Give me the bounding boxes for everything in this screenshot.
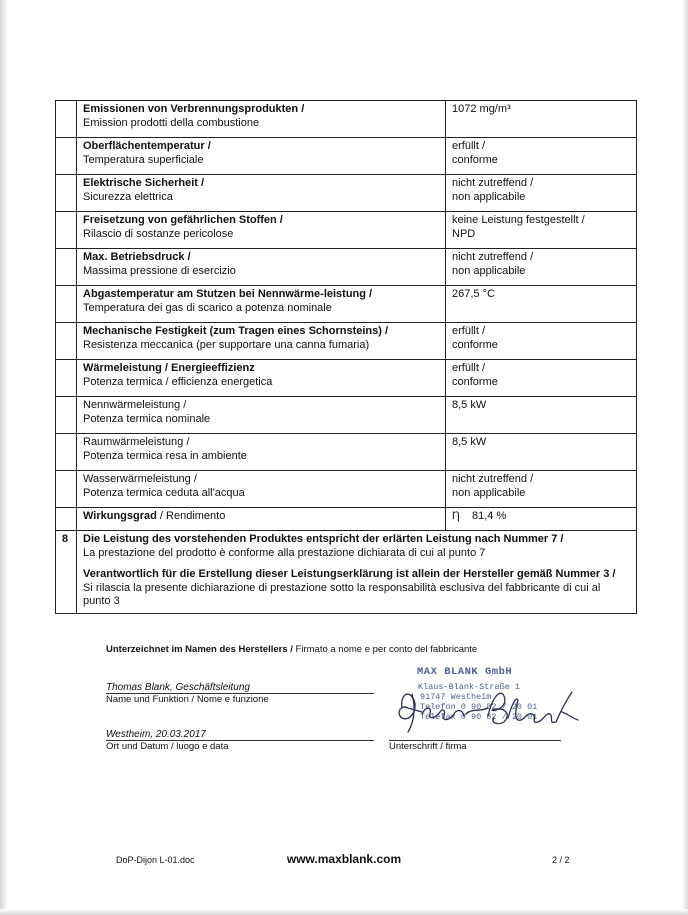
property-name-de: Max. Betriebsdruck / <box>83 251 191 263</box>
property-name-de: Wärmeleistung / Energieeffizienz <box>83 362 255 374</box>
property-name-it: / Rendimento <box>156 510 226 522</box>
footer-website: www.maxblank.com <box>286 852 402 866</box>
property-value: nicht zutreffend / <box>452 473 534 485</box>
property-name-it: Potenza termica / efficienza energetica <box>83 375 273 388</box>
stamp-fax: Telefax 0 90 82 / 20 01 <box>420 712 538 722</box>
conformity-statement-de: Die Leistung des vorstehenden Produktes entspricht der erlärten Leistung nach Nummer 7 / <box>83 533 564 545</box>
property-name-de: Raumwärmeleistung / <box>83 436 190 448</box>
signed-on-behalf: Unterzeichnet im Namen des Herstellers / Firmato a nome e per conto del fabbricante <box>106 644 478 655</box>
table-row <box>56 101 637 138</box>
property-value: 8,5 kW <box>452 399 487 411</box>
property-value-it: conforme <box>452 153 498 166</box>
name-caption: Name und Funktion / Nome e funzione <box>106 694 269 705</box>
table-row <box>56 434 637 471</box>
property-value: 1072 mg/m³ <box>452 103 511 115</box>
place-date: Westheim, 20.03.2017 <box>106 729 206 740</box>
handwritten-signature <box>392 678 592 742</box>
property-value: keine Leistung festgestellt / <box>452 214 585 226</box>
stamp-city: 91747 Westheim <box>420 692 492 702</box>
property-name-it: Rilascio di sostanze pericolose <box>83 227 234 240</box>
page-shadow-bottom <box>0 909 688 915</box>
date-caption: Ort und Datum / luogo e data <box>106 741 229 752</box>
property-name-it: Potenza termica ceduta all'acqua <box>83 486 245 499</box>
property-value: nicht zutreffend / <box>452 177 534 189</box>
signatory-name: Thomas Blank, Geschäftsleitung <box>106 682 250 693</box>
stamp-street: Klaus-Blank-Straße 1 <box>418 682 521 692</box>
property-name-it: Emission prodotti della combustione <box>83 116 260 129</box>
company-stamp <box>398 664 548 732</box>
property-value: nicht zutreffend / <box>452 251 534 263</box>
table-row <box>56 323 637 360</box>
property-value: erfüllt / <box>452 140 486 152</box>
property-value: erfüllt / <box>452 325 486 337</box>
table-row <box>56 138 637 175</box>
property-name-de: Wasserwärmeleistung / <box>83 473 197 485</box>
property-value-it: non applicabile <box>452 190 526 203</box>
property-name-it: Resistenza meccanica (per supportare una canna fumaria) <box>83 338 370 351</box>
table-row <box>56 212 637 249</box>
table-row <box>56 508 637 531</box>
property-value: 267,5 °C <box>452 288 495 300</box>
property-value-it: conforme <box>452 375 498 388</box>
table-row <box>56 286 637 323</box>
property-name-de: Oberflächentemperatur / <box>83 140 211 152</box>
property-value-it: conforme <box>452 338 498 351</box>
stamp-phone: Telefon 0 90 82 / 20 01 <box>420 702 538 712</box>
property-name-de: Wirkungsgrad <box>83 510 157 522</box>
footer-page-number: 2 / 2 <box>552 855 570 865</box>
property-name-de: Freisetzung von gefährlichen Stoffen / <box>83 214 283 226</box>
property-name-it: Sicurezza elettrica <box>83 190 173 203</box>
signature-caption: Unterschrift / firma <box>389 741 467 752</box>
table-row <box>56 471 637 508</box>
section-8-row <box>56 531 637 614</box>
efficiency-symbol: Ƞ <box>452 510 460 522</box>
property-value: 81,4 % <box>472 510 507 522</box>
responsibility-statement-de: Verantwortlich für die Erstellung dieser Leistungserklärung ist allein der Hersteller gemäß Nummer 3 / <box>83 568 616 580</box>
table-row <box>56 249 637 286</box>
table-row <box>56 397 637 434</box>
property-name-it: Massima pressione di esercizio <box>83 264 236 277</box>
property-name-de: Nennwärmeleistung / <box>83 399 187 411</box>
page-shadow-right <box>682 0 688 915</box>
page-shadow-left <box>0 0 8 915</box>
property-value-it: non applicabile <box>452 264 526 277</box>
property-name-it: Temperatura superficiale <box>83 153 204 166</box>
property-value: erfüllt / <box>452 362 486 374</box>
property-value-it: non applicabile <box>452 486 526 499</box>
property-name-de: Abgastemperatur am Stutzen bei Nennwärme-leistung / <box>83 288 373 300</box>
property-name-it: Potenza termica resa in ambiente <box>83 449 247 462</box>
property-value-it: NPD <box>452 227 476 240</box>
footer-filename: DoP-Dijon L-01.doc <box>116 855 195 865</box>
property-name-de: Mechanische Festigkeit (zum Tragen eines Schornsteins) / <box>83 325 389 337</box>
property-name-de: Elektrische Sicherheit / <box>83 177 205 189</box>
property-name-it: Temperatura dei gas di scarico a potenza nominale <box>83 301 332 314</box>
property-name-it: Potenza termica nominale <box>83 412 211 425</box>
table-row <box>56 175 637 212</box>
property-value: 8,5 kW <box>452 436 487 448</box>
section-number: 8 <box>56 531 77 614</box>
property-name-de: Emissionen von Verbrennungsprodukten / <box>83 103 305 115</box>
conformity-statement-it: La prestazione del prodotto è conforme alla prestazione dichiarata di cui al punto 7 <box>83 546 486 559</box>
performance-table <box>55 100 637 614</box>
table-row <box>56 360 637 397</box>
stamp-company: MAX BLANK GmbH <box>417 666 513 678</box>
responsibility-statement-it: Si rilascia la presente dichiarazione di prestazione sotto la responsabilità esclusiva del fabbricante di cui al punto 3 <box>83 581 601 607</box>
